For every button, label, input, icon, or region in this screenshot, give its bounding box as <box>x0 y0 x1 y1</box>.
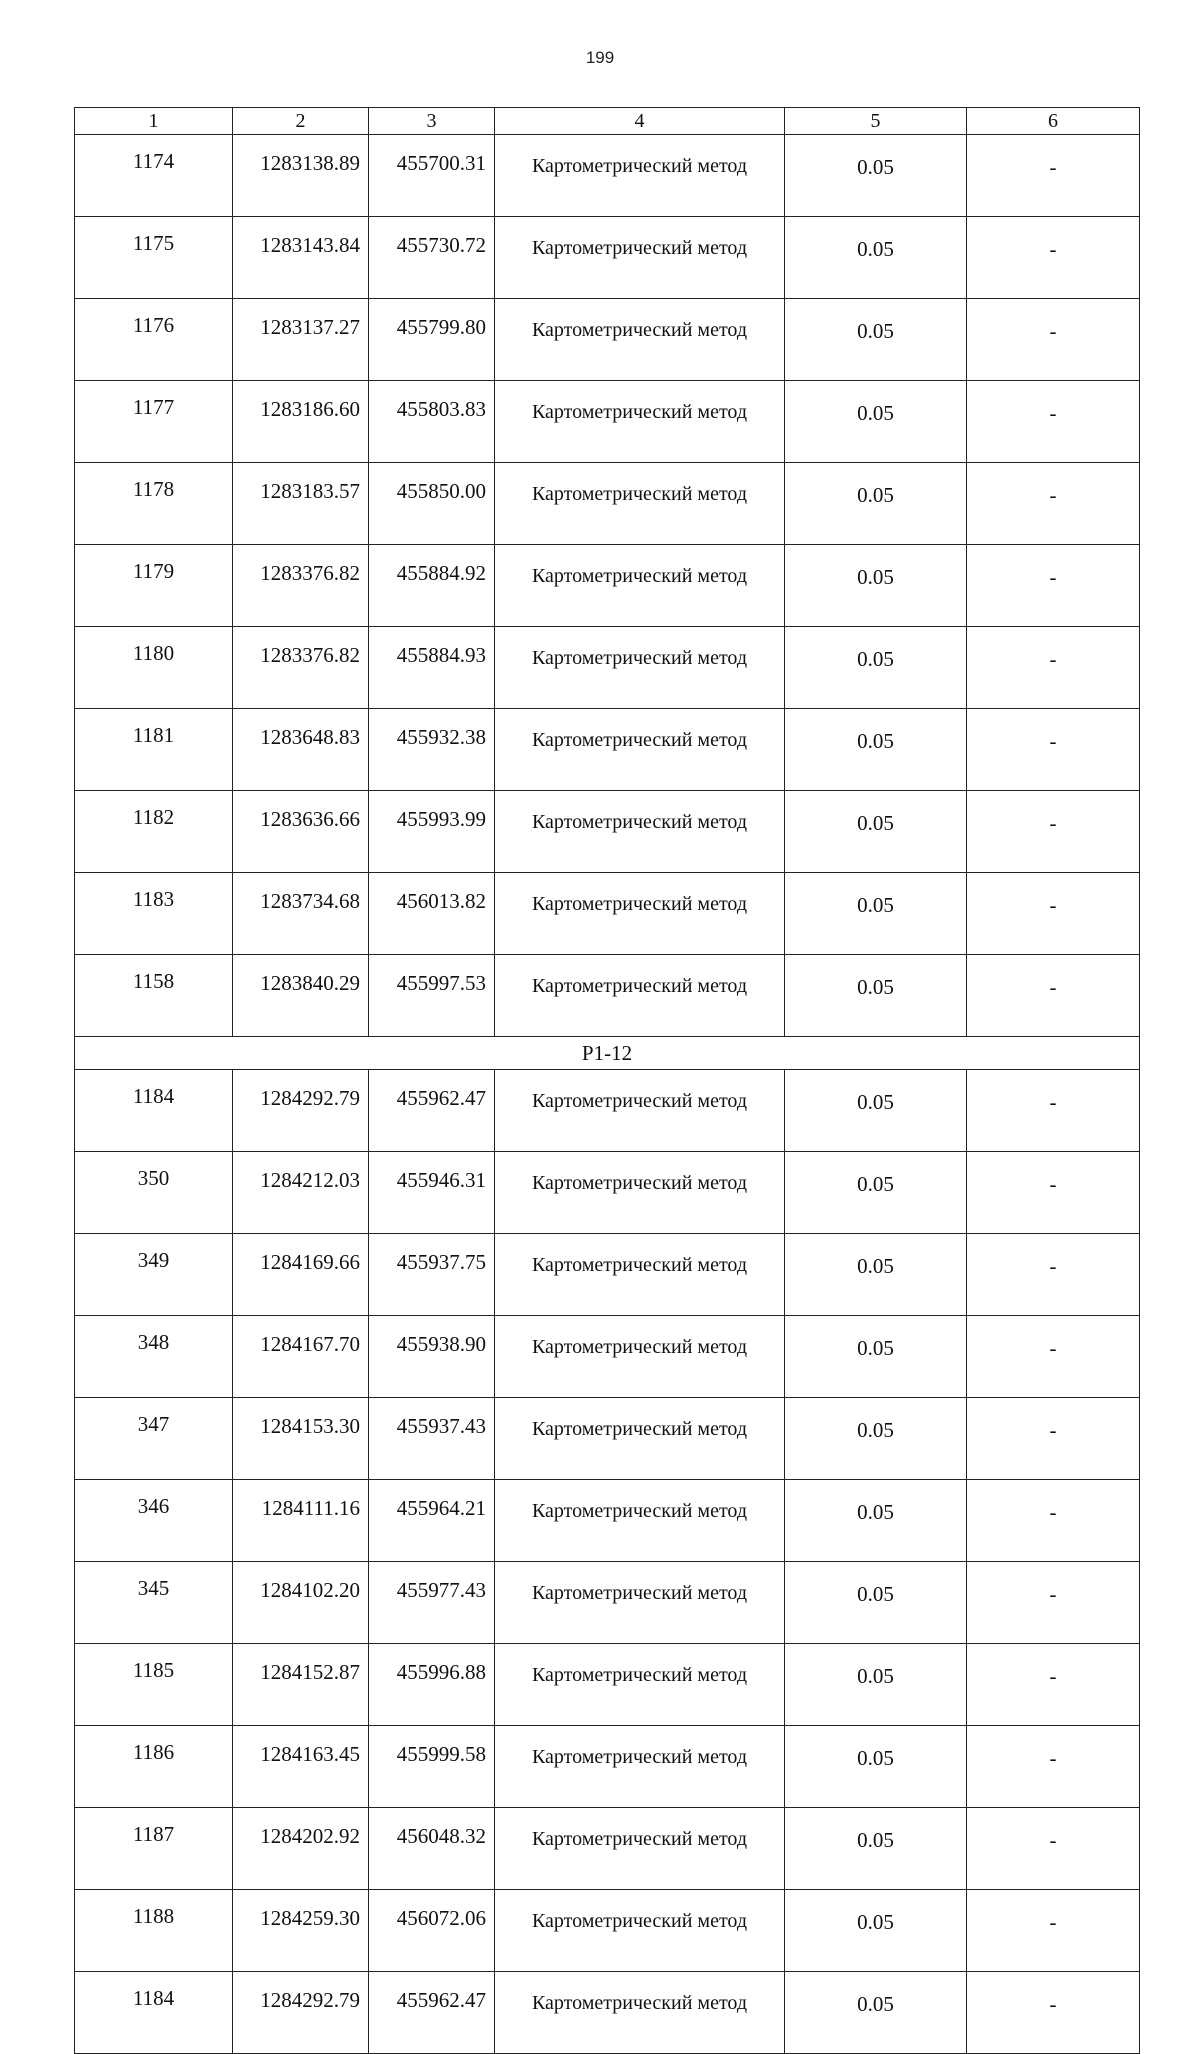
accuracy-cell: 0.05 <box>785 955 967 1037</box>
note-cell: - <box>967 873 1140 955</box>
header-row <box>75 108 1140 135</box>
x-coordinate-cell: 1284202.92 <box>233 1808 369 1890</box>
note-cell: - <box>967 791 1140 873</box>
table-row <box>75 135 1140 217</box>
table-row <box>75 1234 1140 1316</box>
y-coordinate-cell: 455937.43 <box>369 1398 495 1480</box>
accuracy-cell: 0.05 <box>785 1890 967 1972</box>
point-id-cell: 1185 <box>75 1644 233 1726</box>
y-coordinate-cell: 455946.31 <box>369 1152 495 1234</box>
point-id-cell: 1179 <box>75 545 233 627</box>
note-cell: - <box>967 1644 1140 1726</box>
method-cell: Картометрический метод <box>495 1808 785 1890</box>
column-header: 5 <box>785 108 967 135</box>
point-id-cell: 1181 <box>75 709 233 791</box>
accuracy-cell: 0.05 <box>785 299 967 381</box>
point-id-cell: 1176 <box>75 299 233 381</box>
point-id-cell: 1178 <box>75 463 233 545</box>
table-row <box>75 545 1140 627</box>
x-coordinate-cell: 1284292.79 <box>233 1070 369 1152</box>
x-coordinate-cell: 1283636.66 <box>233 791 369 873</box>
note-cell: - <box>967 217 1140 299</box>
method-cell: Картометрический метод <box>495 1316 785 1398</box>
x-coordinate-cell: 1283143.84 <box>233 217 369 299</box>
note-cell: - <box>967 545 1140 627</box>
x-coordinate-cell: 1284153.30 <box>233 1398 369 1480</box>
page-number: 199 <box>585 48 615 67</box>
table-row <box>75 791 1140 873</box>
x-coordinate-cell: 1283138.89 <box>233 135 369 217</box>
table-row <box>75 1890 1140 1972</box>
table-row <box>75 1398 1140 1480</box>
point-id-cell: 1188 <box>75 1890 233 1972</box>
section-title: P1-12 <box>75 1037 1140 1070</box>
table-row <box>75 1808 1140 1890</box>
accuracy-cell: 0.05 <box>785 1480 967 1562</box>
accuracy-cell: 0.05 <box>785 1152 967 1234</box>
accuracy-cell: 0.05 <box>785 1234 967 1316</box>
y-coordinate-cell: 455700.31 <box>369 135 495 217</box>
x-coordinate-cell: 1284111.16 <box>233 1480 369 1562</box>
y-coordinate-cell: 455996.88 <box>369 1644 495 1726</box>
y-coordinate-cell: 455962.47 <box>369 1070 495 1152</box>
method-cell: Картометрический метод <box>495 1562 785 1644</box>
column-header: 3 <box>369 108 495 135</box>
y-coordinate-cell: 455999.58 <box>369 1726 495 1808</box>
accuracy-cell: 0.05 <box>785 463 967 545</box>
table-row <box>75 1316 1140 1398</box>
accuracy-cell: 0.05 <box>785 1070 967 1152</box>
accuracy-cell: 0.05 <box>785 791 967 873</box>
x-coordinate-cell: 1283186.60 <box>233 381 369 463</box>
method-cell: Картометрический метод <box>495 381 785 463</box>
table-row <box>75 873 1140 955</box>
y-coordinate-cell: 456072.06 <box>369 1890 495 1972</box>
table-row <box>75 217 1140 299</box>
table-row <box>75 627 1140 709</box>
table-row <box>75 1972 1140 2054</box>
y-coordinate-cell: 455730.72 <box>369 217 495 299</box>
column-header: 4 <box>495 108 785 135</box>
y-coordinate-cell: 456013.82 <box>369 873 495 955</box>
table-row <box>75 1070 1140 1152</box>
column-header: 1 <box>75 108 233 135</box>
y-coordinate-cell: 455884.92 <box>369 545 495 627</box>
x-coordinate-cell: 1284152.87 <box>233 1644 369 1726</box>
x-coordinate-cell: 1283376.82 <box>233 627 369 709</box>
accuracy-cell: 0.05 <box>785 381 967 463</box>
accuracy-cell: 0.05 <box>785 873 967 955</box>
accuracy-cell: 0.05 <box>785 1398 967 1480</box>
x-coordinate-cell: 1284259.30 <box>233 1890 369 1972</box>
method-cell: Картометрический метод <box>495 1644 785 1726</box>
y-coordinate-cell: 456048.32 <box>369 1808 495 1890</box>
point-id-cell: 1177 <box>75 381 233 463</box>
point-id-cell: 1175 <box>75 217 233 299</box>
table-row <box>75 955 1140 1037</box>
method-cell: Картометрический метод <box>495 709 785 791</box>
note-cell: - <box>967 1398 1140 1480</box>
x-coordinate-cell: 1284169.66 <box>233 1234 369 1316</box>
method-cell: Картометрический метод <box>495 217 785 299</box>
method-cell: Картометрический метод <box>495 1398 785 1480</box>
note-cell: - <box>967 135 1140 217</box>
point-id-cell: 1158 <box>75 955 233 1037</box>
point-id-cell: 1174 <box>75 135 233 217</box>
note-cell: - <box>967 381 1140 463</box>
x-coordinate-cell: 1284292.79 <box>233 1972 369 2054</box>
table-row <box>75 1480 1140 1562</box>
method-cell: Картометрический метод <box>495 1972 785 2054</box>
note-cell: - <box>967 1070 1140 1152</box>
accuracy-cell: 0.05 <box>785 1562 967 1644</box>
accuracy-cell: 0.05 <box>785 1644 967 1726</box>
column-header: 2 <box>233 108 369 135</box>
y-coordinate-cell: 455938.90 <box>369 1316 495 1398</box>
accuracy-cell: 0.05 <box>785 135 967 217</box>
note-cell: - <box>967 299 1140 381</box>
accuracy-cell: 0.05 <box>785 217 967 299</box>
point-id-cell: 1180 <box>75 627 233 709</box>
point-id-cell: 1184 <box>75 1972 233 2054</box>
note-cell: - <box>967 1152 1140 1234</box>
accuracy-cell: 0.05 <box>785 1726 967 1808</box>
method-cell: Картометрический метод <box>495 1480 785 1562</box>
table-row <box>75 1152 1140 1234</box>
point-id-cell: 348 <box>75 1316 233 1398</box>
coordinates-table <box>74 107 1140 2054</box>
method-cell: Картометрический метод <box>495 791 785 873</box>
y-coordinate-cell: 455977.43 <box>369 1562 495 1644</box>
table-row <box>75 709 1140 791</box>
point-id-cell: 345 <box>75 1562 233 1644</box>
y-coordinate-cell: 455850.00 <box>369 463 495 545</box>
table-row <box>75 1726 1140 1808</box>
table-row <box>75 1644 1140 1726</box>
y-coordinate-cell: 455993.99 <box>369 791 495 873</box>
x-coordinate-cell: 1283376.82 <box>233 545 369 627</box>
note-cell: - <box>967 709 1140 791</box>
x-coordinate-cell: 1284212.03 <box>233 1152 369 1234</box>
point-id-cell: 1182 <box>75 791 233 873</box>
y-coordinate-cell: 455799.80 <box>369 299 495 381</box>
note-cell: - <box>967 1808 1140 1890</box>
y-coordinate-cell: 455803.83 <box>369 381 495 463</box>
note-cell: - <box>967 1316 1140 1398</box>
accuracy-cell: 0.05 <box>785 709 967 791</box>
y-coordinate-cell: 455964.21 <box>369 1480 495 1562</box>
y-coordinate-cell: 455937.75 <box>369 1234 495 1316</box>
y-coordinate-cell: 455997.53 <box>369 955 495 1037</box>
x-coordinate-cell: 1283183.57 <box>233 463 369 545</box>
method-cell: Картометрический метод <box>495 1890 785 1972</box>
table-body <box>75 135 1140 2054</box>
note-cell: - <box>967 1480 1140 1562</box>
method-cell: Картометрический метод <box>495 873 785 955</box>
accuracy-cell: 0.05 <box>785 545 967 627</box>
table-row <box>75 463 1140 545</box>
note-cell: - <box>967 1562 1140 1644</box>
y-coordinate-cell: 455884.93 <box>369 627 495 709</box>
point-id-cell: 349 <box>75 1234 233 1316</box>
method-cell: Картометрический метод <box>495 1234 785 1316</box>
method-cell: Картометрический метод <box>495 1726 785 1808</box>
accuracy-cell: 0.05 <box>785 1808 967 1890</box>
table-row <box>75 1562 1140 1644</box>
table-row <box>75 381 1140 463</box>
x-coordinate-cell: 1283648.83 <box>233 709 369 791</box>
accuracy-cell: 0.05 <box>785 1972 967 2054</box>
note-cell: - <box>967 1726 1140 1808</box>
column-header: 6 <box>967 108 1140 135</box>
y-coordinate-cell: 455932.38 <box>369 709 495 791</box>
method-cell: Картометрический метод <box>495 1070 785 1152</box>
method-cell: Картометрический метод <box>495 135 785 217</box>
point-id-cell: 1184 <box>75 1070 233 1152</box>
x-coordinate-cell: 1284163.45 <box>233 1726 369 1808</box>
point-id-cell: 350 <box>75 1152 233 1234</box>
note-cell: - <box>967 627 1140 709</box>
x-coordinate-cell: 1283840.29 <box>233 955 369 1037</box>
x-coordinate-cell: 1284102.20 <box>233 1562 369 1644</box>
x-coordinate-cell: 1283137.27 <box>233 299 369 381</box>
note-cell: - <box>967 1890 1140 1972</box>
note-cell: - <box>967 955 1140 1037</box>
section-row <box>75 1037 1140 1070</box>
y-coordinate-cell: 455962.47 <box>369 1972 495 2054</box>
table-row <box>75 299 1140 381</box>
x-coordinate-cell: 1284167.70 <box>233 1316 369 1398</box>
method-cell: Картометрический метод <box>495 545 785 627</box>
point-id-cell: 347 <box>75 1398 233 1480</box>
method-cell: Картометрический метод <box>495 955 785 1037</box>
point-id-cell: 1186 <box>75 1726 233 1808</box>
point-id-cell: 1187 <box>75 1808 233 1890</box>
point-id-cell: 346 <box>75 1480 233 1562</box>
note-cell: - <box>967 463 1140 545</box>
accuracy-cell: 0.05 <box>785 1316 967 1398</box>
note-cell: - <box>967 1972 1140 2054</box>
accuracy-cell: 0.05 <box>785 627 967 709</box>
method-cell: Картометрический метод <box>495 463 785 545</box>
method-cell: Картометрический метод <box>495 627 785 709</box>
method-cell: Картометрический метод <box>495 1152 785 1234</box>
point-id-cell: 1183 <box>75 873 233 955</box>
method-cell: Картометрический метод <box>495 299 785 381</box>
x-coordinate-cell: 1283734.68 <box>233 873 369 955</box>
note-cell: - <box>967 1234 1140 1316</box>
